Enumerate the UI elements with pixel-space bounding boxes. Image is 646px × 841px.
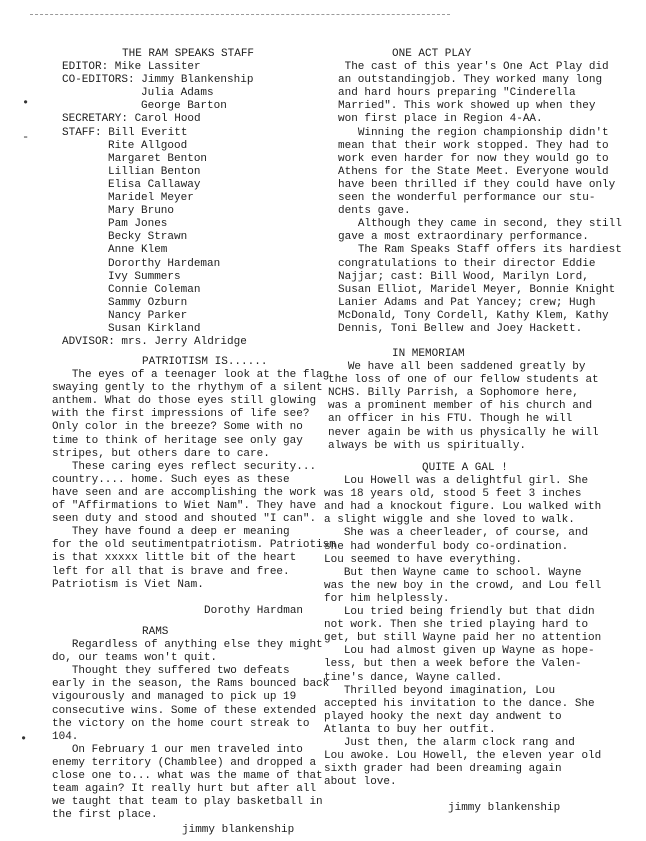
text-line: They have found a deep er meaning: [52, 526, 290, 539]
rams-signature: jimmy blankenship: [182, 824, 295, 837]
quite-a-gal-signature: jimmy blankenship: [448, 802, 561, 815]
text-line: less, but then a week before the Valen-: [324, 658, 582, 671]
text-line: NCHS. Billy Parrish, a Sophomore here,: [328, 387, 579, 400]
staff-member: Sammy Ozburn: [108, 296, 188, 309]
one-act-play-article: [338, 48, 630, 336]
rams-article: [52, 626, 342, 838]
text-line: is that xxxxx little bit of the heart: [52, 552, 297, 565]
text-line: sixth grader had been dreaming again: [324, 763, 562, 776]
text-line: gave a most extraordinary performance.: [338, 231, 589, 244]
quite-a-gal-body: [324, 475, 630, 789]
text-line: about love.: [324, 776, 397, 789]
text-line: seen the wonderful performance our stu-: [338, 192, 596, 205]
text-line: Lou tried being friendly but that didn: [324, 606, 595, 619]
text-line: Only color in the breeze? Some with no: [52, 421, 303, 434]
text-line: with the first impressions of life see?: [52, 408, 310, 421]
text-line: the victory on the home court streak to: [52, 717, 310, 730]
text-line: country.... home. Such eyes as these: [52, 473, 290, 486]
staff-member: Rite Allgood: [108, 139, 188, 152]
text-line: the first place.: [52, 809, 158, 822]
text-line: we taught that team to play basketball in: [52, 796, 323, 809]
patriotism-heading: PATRIOTISM IS......: [142, 356, 268, 368]
text-line: enemy territory (Chamblee) and dropped a: [52, 756, 317, 769]
text-line: Regardless of anything else they might: [52, 639, 323, 652]
text-line: Najjar; cast: Bill Wood, Marilyn Lord,: [338, 270, 589, 283]
text-line: 104.: [52, 730, 79, 743]
text-line: do, our teams won't quit.: [52, 652, 218, 665]
staff-label: STAFF: Bill Everitt: [62, 126, 188, 139]
text-line: was 18 years old, stood 5 feet 3 inches: [324, 488, 582, 501]
memoriam-article: [328, 348, 630, 453]
staff-coeditor: Julia Adams: [141, 87, 214, 100]
text-line: Although they came in second, they still: [338, 218, 622, 231]
text-line: dents gave.: [338, 205, 411, 218]
text-line: stripes, but others dare to care.: [52, 447, 270, 460]
text-line: accepted his invitation to the dance. She: [324, 697, 595, 710]
text-line: On February 1 our men traveled into: [52, 743, 303, 756]
text-line: Lou had almost given up Wayne as hope-: [324, 645, 595, 658]
text-line: an officer in his FTU. Though he will: [328, 413, 573, 426]
text-line: But then Wayne came to school. Wayne: [324, 566, 582, 579]
staff-editor: EDITOR: Mike Lassiter: [62, 61, 201, 74]
text-line: time to think of heritage see only gay: [52, 434, 303, 447]
text-line: won first place in Region 4-AA.: [338, 113, 543, 126]
text-line: Atlanta to buy her outfit.: [324, 723, 496, 736]
text-line: work even harder for now they would go to: [338, 152, 609, 165]
staff-members-list: [62, 140, 332, 336]
staff-coeditor: George Barton: [141, 100, 227, 113]
staff-member: Ivy Summers: [108, 270, 181, 283]
text-line: Lou awoke. Lou Howell, the eleven year old: [324, 750, 602, 763]
text-line: Patriotism is Viet Nam.: [52, 578, 204, 591]
rams-body: [52, 639, 342, 822]
margin-mark: •: [20, 732, 28, 746]
staff-member: Connie Coleman: [108, 283, 201, 296]
staff-member: Mary Bruno: [108, 205, 175, 218]
text-line: Married". This work showed up when they: [338, 100, 596, 113]
text-line: and hard hours preparing "Cinderella: [338, 87, 576, 100]
text-line: never again be with us physically he will: [328, 426, 599, 439]
text-line: have been thrilled if they could have only: [338, 178, 616, 191]
text-line: McDonald, Tony Cordell, Kathy Klem, Kathy: [338, 309, 609, 322]
staff-member: Pam Jones: [108, 218, 168, 231]
staff-member: Elisa Callaway: [108, 178, 201, 191]
quite-a-gal-article: [324, 462, 630, 815]
staff-member: Maridel Meyer: [108, 192, 194, 205]
text-line: The cast of this year's One Act Play did: [338, 61, 609, 74]
patriotism-article: [52, 356, 342, 618]
text-line: She was a cheerleader, of course, and: [324, 527, 589, 540]
memoriam-heading: IN MEMORIAM: [392, 348, 465, 360]
memoriam-body: [328, 361, 630, 453]
text-line: an outstandingjob. They worked many long: [338, 74, 603, 87]
text-line: We have all been saddened greatly by: [328, 361, 586, 374]
text-line: played hooky the next day andwent to: [324, 710, 562, 723]
staff-member: Susan Kirkland: [108, 322, 201, 335]
margin-mark: •: [22, 96, 30, 110]
text-line: was the new boy in the crowd, and Lou fell: [324, 579, 602, 592]
patriotism-signature: Dorothy Hardman: [204, 604, 304, 617]
staff-member: Dororthy Hardeman: [108, 257, 221, 270]
staff-secretary: SECRETARY: Carol Hood: [62, 113, 201, 126]
staff-member: Lillian Benton: [108, 165, 201, 178]
text-line: left for all that is brave and free.: [52, 565, 290, 578]
text-line: Dennis, Toni Bellew and Joey Hackett.: [338, 322, 583, 335]
text-line: Lou Howell was a delightful girl. She: [324, 475, 589, 488]
text-line: Lanier Adams and Pat Yancey; crew; Hugh: [338, 296, 596, 309]
text-line: Just then, the alarm clock rang and: [324, 736, 575, 749]
text-line: tine's dance, Wayne called.: [324, 671, 503, 684]
margin-mark: -: [22, 130, 30, 144]
text-line: consecutive wins. Some of these extended: [52, 704, 317, 717]
staff-advisor: ADVISOR: mrs. Jerry Aldridge: [62, 336, 247, 349]
text-line: always be with us spiritually.: [328, 439, 527, 452]
staff-member: Margaret Benton: [108, 152, 208, 165]
top-rule: [30, 14, 450, 15]
text-line: and had a knockout figure. Lou walked with: [324, 501, 602, 514]
text-line: Winning the region championship didn't: [338, 126, 609, 139]
staff-member: Nancy Parker: [108, 309, 188, 322]
text-line: not work. Then she tried playing hard to: [324, 619, 589, 632]
rams-heading: RAMS: [142, 626, 169, 638]
text-line: Athens for the State Meet. Everyone would: [338, 165, 609, 178]
text-line: she had wonderful body co-ordination.: [324, 540, 569, 553]
staff-heading: THE RAM SPEAKS STAFF: [122, 48, 255, 60]
staff-coeditors: CO-EDITORS: Jimmy Blankenship: [62, 74, 254, 87]
text-line: close one to... what was the mame of that: [52, 770, 323, 783]
text-line: The Ram Speaks Staff offers its hardiest: [338, 244, 622, 257]
text-line: get, but still Wayne paid her no attention: [324, 632, 602, 645]
text-line: Lou seemed to have everything.: [324, 553, 523, 566]
staff-member: Becky Strawn: [108, 231, 188, 244]
text-line: for him helplessly.: [324, 592, 450, 605]
text-line: vigourously and managed to pick up 19: [52, 691, 297, 704]
text-line: early in the season, the Rams bounced back: [52, 678, 330, 691]
staff-section: [62, 48, 332, 349]
text-line: swaying gently to the rhythym of a silent: [52, 382, 323, 395]
text-line: have seen and are accomplishing the work: [52, 486, 317, 499]
text-line: for the old seutimentpatriotism. Patriotism: [52, 539, 336, 552]
text-line: congratulations to their director Eddie: [338, 257, 596, 270]
text-line: Susan Elliot, Maridel Meyer, Bonnie Knight: [338, 283, 616, 296]
text-line: These caring eyes reflect security...: [52, 460, 317, 473]
patriotism-body: [52, 369, 342, 592]
text-line: The eyes of a teenager look at the flag: [52, 369, 330, 382]
quite-a-gal-heading: QUITE A GAL !: [422, 462, 508, 474]
text-line: team again? It really hurt but after all: [52, 783, 317, 796]
text-line: Thrilled beyond imagination, Lou: [324, 684, 556, 697]
text-line: anthem. What do those eyes still glowing: [52, 395, 317, 408]
one-act-heading: ONE ACT PLAY: [392, 48, 472, 60]
text-line: of "Affirmations to Wiet Nam". They have: [52, 500, 317, 513]
text-line: the loss of one of our fellow students at: [328, 374, 599, 387]
text-line: Thought they suffered two defeats: [52, 665, 290, 678]
staff-member: Anne Klem: [108, 244, 168, 257]
text-line: mean that their work stopped. They had to: [338, 139, 609, 152]
text-line: was a prominent member of his church and: [328, 400, 593, 413]
one-act-body: [338, 61, 630, 336]
text-line: seen duty and stood and shouted "I can".: [52, 513, 317, 526]
text-line: a slight wiggle and she loved to walk.: [324, 514, 575, 527]
